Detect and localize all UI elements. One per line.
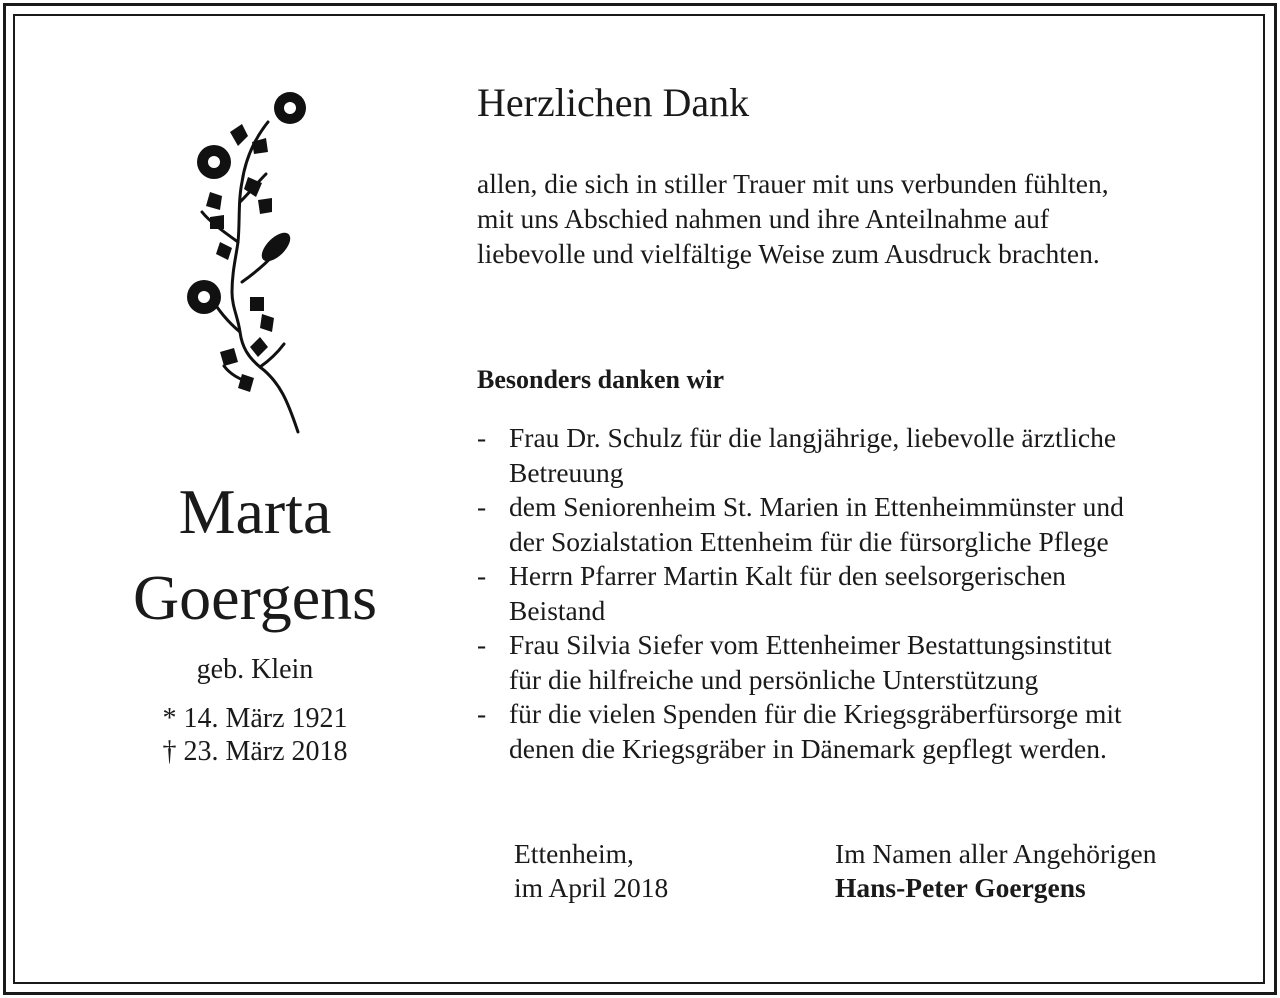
thanks-heading: Besonders danken wir — [477, 365, 725, 394]
place-line: Ettenheim, — [514, 838, 634, 869]
intro-line: mit uns Abschied nahmen und ihre Anteilnahme auf — [477, 203, 1050, 234]
birth-date: * 14. März 1921 — [162, 703, 348, 734]
list-item — [477, 628, 1237, 697]
deceased-last-name: Goergens — [132, 562, 378, 633]
signature-name: Hans-Peter Goergens — [835, 872, 1086, 903]
list-bullet: - — [477, 422, 487, 453]
list-item-line: Beistand — [509, 594, 606, 626]
list-item — [477, 421, 1237, 490]
rose-icon — [180, 82, 320, 442]
signature-block — [835, 837, 1157, 905]
list-item-line: für die vielen Spenden für die Kriegsgräberfürsorge mit — [509, 698, 1122, 729]
list-item-line: denen die Kriegsgräber in Dänemark gepflegt werden. — [509, 732, 1107, 764]
maiden-name: geb. Klein — [196, 654, 314, 685]
death-date: † 23. März 2018 — [162, 736, 348, 767]
list-item-line: Betreuung — [509, 456, 624, 488]
list-bullet: - — [477, 560, 487, 591]
intro-text — [477, 166, 1237, 271]
intro-line: liebevolle und vielfältige Weise zum Ausdruck brachten. — [477, 238, 1100, 269]
signature-intro: Im Namen aller Angehörigen — [835, 838, 1157, 869]
list-item-line: Frau Dr. Schulz für die langjährige, liebevolle ärztliche — [509, 422, 1117, 453]
list-item-line: dem Seniorenheim St. Marien in Ettenheimmünster und — [509, 491, 1124, 522]
list-item-line: für die hilfreiche und persönliche Unterstützung — [509, 663, 1039, 695]
list-bullet: - — [477, 629, 487, 660]
list-item-line: Herrn Pfarrer Martin Kalt für den seelsorgerischen — [509, 560, 1066, 591]
page-title: Herzlichen Dank — [477, 80, 750, 125]
list-item — [477, 697, 1237, 766]
intro-line: allen, die sich in stiller Trauer mit uns verbunden fühlten, — [477, 168, 1109, 199]
deceased-first-name: Marta — [178, 476, 332, 547]
place-date — [514, 837, 668, 905]
list-bullet: - — [477, 698, 487, 729]
list-item — [477, 559, 1237, 628]
list-item-line: Frau Silvia Siefer vom Ettenheimer Bestattungsinstitut — [509, 629, 1112, 660]
list-item — [477, 490, 1237, 559]
date-line: im April 2018 — [514, 872, 669, 903]
list-item-line: der Sozialstation Ettenheim für die fürsorgliche Pflege — [509, 525, 1109, 557]
thanks-list — [477, 421, 1237, 766]
list-bullet: - — [477, 491, 487, 522]
